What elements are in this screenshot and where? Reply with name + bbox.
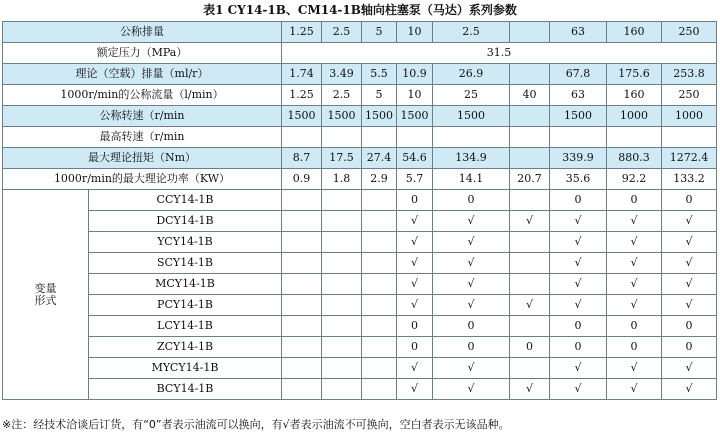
variant-mark: √ <box>433 253 510 274</box>
variant-mark: √ <box>662 232 717 253</box>
variant-mark <box>322 253 362 274</box>
row-label: 公称排量 <box>3 22 282 43</box>
variant-mark: √ <box>550 295 607 316</box>
value-cell: 17.5 <box>322 148 362 169</box>
value-cell: 5 <box>362 22 397 43</box>
value-cell <box>282 127 322 148</box>
variant-mark: √ <box>550 232 607 253</box>
variant-mark <box>322 316 362 337</box>
variant-mark <box>322 274 362 295</box>
variant-row <box>3 358 717 379</box>
variant-mark <box>322 211 362 232</box>
value-cell: 35.6 <box>550 169 607 190</box>
variant-mark <box>282 190 322 211</box>
variant-mark: √ <box>662 358 717 379</box>
variant-mark <box>322 190 362 211</box>
variant-mark: √ <box>510 295 550 316</box>
variant-mark <box>510 232 550 253</box>
value-cell: 134.9 <box>433 148 510 169</box>
value-cell: 1500 <box>282 106 322 127</box>
value-cell: 92.2 <box>607 169 662 190</box>
variant-mark: √ <box>397 358 433 379</box>
value-cell: 3.49 <box>322 64 362 85</box>
value-cell: 253.8 <box>662 64 717 85</box>
row-label: 1000r/min的公称流量（l/min） <box>3 85 282 106</box>
variant-row <box>3 379 717 400</box>
row-displacement <box>3 22 717 43</box>
row-theoretical <box>3 64 717 85</box>
model-name: SCY14-1B <box>89 253 282 274</box>
variant-mark <box>322 358 362 379</box>
value-cell: 1.8 <box>322 169 362 190</box>
model-name: LCY14-1B <box>89 316 282 337</box>
variant-row <box>3 337 717 358</box>
variant-mark <box>322 337 362 358</box>
value-cell: 2.5 <box>322 85 362 106</box>
variant-mark <box>282 295 322 316</box>
variant-mark: √ <box>662 379 717 400</box>
variant-mark: √ <box>433 379 510 400</box>
variant-mark <box>362 295 397 316</box>
value-cell <box>433 127 510 148</box>
row-label: 额定压力（MPa） <box>3 43 282 64</box>
value-cell: 5 <box>362 85 397 106</box>
footnote: ※注：经技术洽谈后订货，有“0”者表示油流可以换向，有√者表示油流不可换向，空白者表示无该品种。 <box>2 418 510 431</box>
row-power <box>3 169 717 190</box>
variant-mark <box>362 358 397 379</box>
variant-mark: 0 <box>397 190 433 211</box>
row-max_speed <box>3 127 717 148</box>
value-cell: 1000 <box>607 106 662 127</box>
value-cell: 10.9 <box>397 64 433 85</box>
value-cell: 5.7 <box>397 169 433 190</box>
value-cell: 1.25 <box>282 22 322 43</box>
variant-mark: √ <box>550 358 607 379</box>
value-cell: 5.5 <box>362 64 397 85</box>
value-cell: 175.6 <box>607 64 662 85</box>
model-name: YCY14-1B <box>89 232 282 253</box>
value-cell: 27.4 <box>362 148 397 169</box>
variant-mark: 0 <box>550 190 607 211</box>
variant-mark <box>282 232 322 253</box>
variant-mark: 0 <box>662 337 717 358</box>
variant-mark: √ <box>550 274 607 295</box>
variant-mark: √ <box>397 295 433 316</box>
variant-mark: √ <box>607 295 662 316</box>
variant-mark <box>282 253 322 274</box>
variant-mark: √ <box>662 295 717 316</box>
variant-mark: √ <box>397 253 433 274</box>
variant-mark: 0 <box>550 316 607 337</box>
value-cell: 880.3 <box>607 148 662 169</box>
value-cell <box>362 127 397 148</box>
group-label-line-1: 变量 <box>34 281 57 295</box>
value-cell: 250 <box>662 22 717 43</box>
model-name: MCY14-1B <box>89 274 282 295</box>
value-cell: 54.6 <box>397 148 433 169</box>
value-cell: 10 <box>397 85 433 106</box>
variant-mark: √ <box>607 232 662 253</box>
variant-mark <box>282 379 322 400</box>
value-cell: 10 <box>397 22 433 43</box>
value-cell: 14.1 <box>433 169 510 190</box>
variant-mark: 0 <box>433 337 510 358</box>
model-name: CCY14-1B <box>89 190 282 211</box>
value-cell <box>550 127 607 148</box>
variant-mark <box>282 316 322 337</box>
variant-mark: √ <box>433 274 510 295</box>
variant-mark: √ <box>397 232 433 253</box>
variant-row <box>3 211 717 232</box>
variant-group-label <box>3 190 89 400</box>
value-cell: 160 <box>607 85 662 106</box>
model-name: ZCY14-1B <box>89 337 282 358</box>
row-pressure <box>3 43 717 64</box>
value-cell: 1.25 <box>282 85 322 106</box>
variant-mark: √ <box>433 211 510 232</box>
variant-mark: √ <box>433 358 510 379</box>
variant-mark <box>282 211 322 232</box>
variant-mark: 0 <box>510 337 550 358</box>
variant-mark <box>510 274 550 295</box>
value-cell: 1500 <box>322 106 362 127</box>
variant-row <box>3 232 717 253</box>
row-label: 最大理论扭矩（Nm） <box>3 148 282 169</box>
variant-mark: √ <box>607 253 662 274</box>
row-torque <box>3 148 717 169</box>
value-cell: 0.9 <box>282 169 322 190</box>
variant-mark <box>362 190 397 211</box>
value-cell: 8.7 <box>282 148 322 169</box>
variant-mark <box>282 337 322 358</box>
variant-mark: 0 <box>433 316 510 337</box>
value-cell <box>510 127 550 148</box>
variant-mark <box>322 295 362 316</box>
table-title: 表1 CY14-1B、CM14-1B轴向柱塞泵（马达）系列参数 <box>203 3 517 17</box>
value-cell <box>510 64 550 85</box>
variant-mark: √ <box>397 274 433 295</box>
row-flow <box>3 85 717 106</box>
model-name: BCY14-1B <box>89 379 282 400</box>
variant-mark: 0 <box>550 337 607 358</box>
variant-mark: 0 <box>662 316 717 337</box>
variant-row <box>3 190 717 211</box>
group-label-line-2: 形式 <box>34 293 57 307</box>
variant-row <box>3 295 717 316</box>
value-cell <box>662 127 717 148</box>
variant-mark: 0 <box>607 337 662 358</box>
variant-mark <box>362 232 397 253</box>
value-cell <box>607 127 662 148</box>
variant-mark: √ <box>510 379 550 400</box>
variant-mark: 0 <box>397 337 433 358</box>
value-cell <box>510 148 550 169</box>
variant-mark <box>282 274 322 295</box>
variant-mark <box>322 379 362 400</box>
variant-row <box>3 253 717 274</box>
variant-mark <box>282 358 322 379</box>
value-cell: 1500 <box>550 106 607 127</box>
value-cell: 2.9 <box>362 169 397 190</box>
value-cell: 31.5 <box>282 43 717 64</box>
variant-mark <box>510 253 550 274</box>
variant-mark: √ <box>433 295 510 316</box>
variant-mark <box>362 253 397 274</box>
variant-mark: √ <box>397 211 433 232</box>
value-cell <box>510 22 550 43</box>
spec-table <box>2 21 717 400</box>
variant-mark <box>362 337 397 358</box>
variant-mark: √ <box>550 253 607 274</box>
variant-mark: 0 <box>607 316 662 337</box>
value-cell: 40 <box>510 85 550 106</box>
value-cell: 1.74 <box>282 64 322 85</box>
row-label: 1000r/min的最大理论功率（KW） <box>3 169 282 190</box>
model-name: MYCY14-1B <box>89 358 282 379</box>
variant-mark <box>362 274 397 295</box>
variant-mark <box>510 316 550 337</box>
variant-mark <box>322 232 362 253</box>
value-cell: 339.9 <box>550 148 607 169</box>
value-cell: 67.8 <box>550 64 607 85</box>
value-cell <box>510 106 550 127</box>
variant-mark: 0 <box>397 316 433 337</box>
value-cell: 1000 <box>662 106 717 127</box>
value-cell: 1272.4 <box>662 148 717 169</box>
variant-mark <box>510 190 550 211</box>
model-name: DCY14-1B <box>89 211 282 232</box>
variant-mark <box>510 358 550 379</box>
value-cell: 133.2 <box>662 169 717 190</box>
variant-mark <box>362 379 397 400</box>
row-label: 最高转速（r/min <box>3 127 282 148</box>
variant-mark: √ <box>550 211 607 232</box>
variant-mark: 0 <box>662 190 717 211</box>
variant-mark: 0 <box>433 190 510 211</box>
variant-mark: √ <box>607 274 662 295</box>
variant-mark: 0 <box>607 190 662 211</box>
value-cell: 63 <box>550 85 607 106</box>
value-cell: 1500 <box>397 106 433 127</box>
value-cell <box>397 127 433 148</box>
row-label: 理论（空载）排量（ml/r） <box>3 64 282 85</box>
value-cell: 2.5 <box>322 22 362 43</box>
variant-mark: √ <box>662 274 717 295</box>
variant-row <box>3 316 717 337</box>
variant-mark: √ <box>510 211 550 232</box>
value-cell <box>322 127 362 148</box>
variant-mark <box>362 316 397 337</box>
variant-row <box>3 274 717 295</box>
variant-mark: √ <box>662 211 717 232</box>
value-cell: 160 <box>607 22 662 43</box>
variant-mark: √ <box>607 211 662 232</box>
model-name: PCY14-1B <box>89 295 282 316</box>
value-cell: 250 <box>662 85 717 106</box>
variant-mark: √ <box>397 379 433 400</box>
value-cell: 2.5 <box>433 22 510 43</box>
row-label: 公称转速（r/min <box>3 106 282 127</box>
value-cell: 1500 <box>362 106 397 127</box>
row-speed <box>3 106 717 127</box>
variant-mark: √ <box>607 379 662 400</box>
value-cell: 20.7 <box>510 169 550 190</box>
variant-mark: √ <box>433 232 510 253</box>
value-cell: 1500 <box>433 106 510 127</box>
variant-mark: √ <box>662 253 717 274</box>
variant-mark: √ <box>607 358 662 379</box>
value-cell: 25 <box>433 85 510 106</box>
variant-mark: √ <box>550 379 607 400</box>
value-cell: 63 <box>550 22 607 43</box>
value-cell: 26.9 <box>433 64 510 85</box>
variant-mark <box>362 211 397 232</box>
